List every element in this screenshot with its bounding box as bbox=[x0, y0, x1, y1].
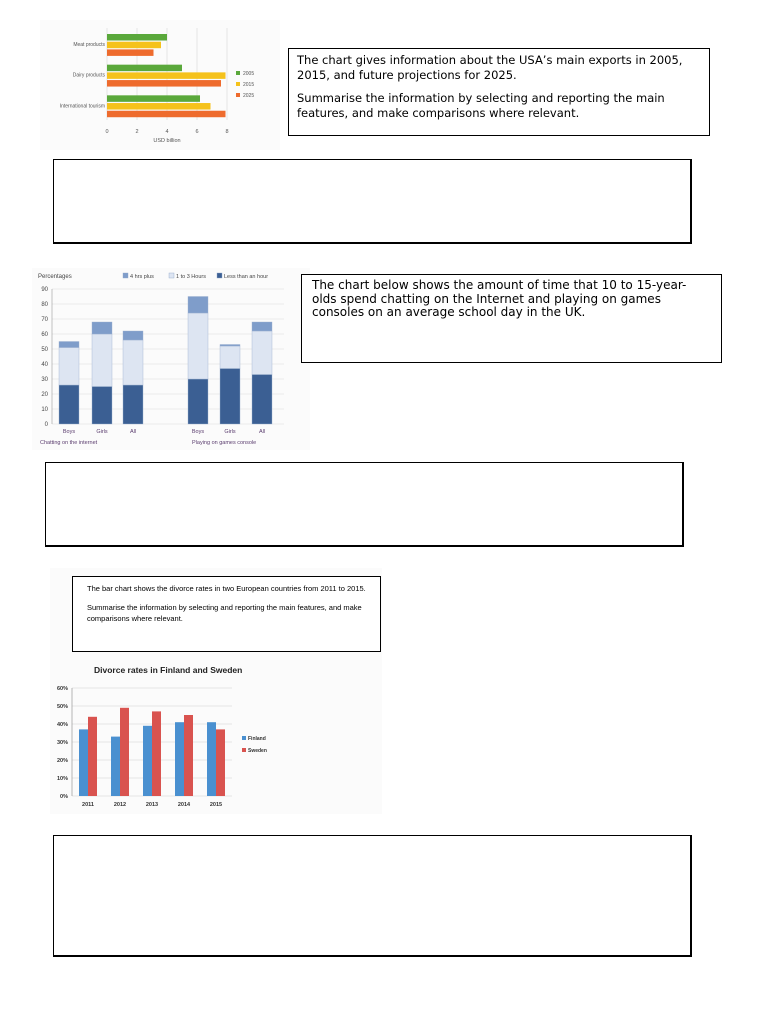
legend-swatch bbox=[123, 273, 128, 278]
answer-box-2[interactable] bbox=[45, 462, 684, 547]
legend-swatch bbox=[236, 82, 240, 86]
y-tick-label: 50% bbox=[56, 704, 68, 710]
bar-segment bbox=[59, 348, 79, 386]
category-label: Girls bbox=[224, 429, 236, 435]
bar bbox=[107, 49, 154, 56]
bar-segment bbox=[220, 345, 240, 347]
category-label: 2015 bbox=[209, 802, 223, 808]
legend-label: Finland bbox=[248, 736, 266, 742]
bar-segment bbox=[92, 387, 112, 425]
y-tick-label: 40 bbox=[41, 362, 48, 368]
y-tick-label: 60% bbox=[56, 686, 68, 692]
bar-segment bbox=[188, 313, 208, 379]
bar bbox=[107, 42, 161, 49]
bar-segment bbox=[252, 331, 272, 375]
task1-prompt-box bbox=[288, 48, 710, 136]
divorce-rates-chart bbox=[50, 658, 382, 814]
category-label: 2013 bbox=[145, 802, 159, 808]
bar bbox=[120, 708, 129, 796]
category-label: Girls bbox=[96, 429, 108, 435]
bar-segment bbox=[252, 375, 272, 425]
bar bbox=[175, 722, 184, 796]
bar-segment bbox=[220, 369, 240, 425]
bar-segment bbox=[188, 297, 208, 314]
category-label: Boys bbox=[62, 429, 76, 435]
legend-label: 1 to 3 Hours bbox=[176, 274, 206, 280]
legend-swatch bbox=[217, 273, 222, 278]
y-tick-label: 70 bbox=[41, 317, 48, 323]
y-tick-label: 10 bbox=[41, 407, 48, 413]
bar bbox=[184, 715, 193, 796]
legend-label: Less than an hour bbox=[224, 274, 269, 280]
task3-paragraph-2: Summarise the information by selecting and reporting the main features, and make comparisons where relevant. bbox=[87, 603, 362, 623]
task3-prompt-box bbox=[72, 576, 381, 652]
task1-paragraph-1: The chart gives information about the USA’s main exports in 2005, 2015, and future projections for 2025. bbox=[297, 53, 683, 82]
category-label: All bbox=[129, 429, 137, 435]
bar bbox=[207, 722, 216, 796]
y-tick-label: 20 bbox=[41, 392, 48, 398]
legend-label: Sweden bbox=[248, 748, 267, 754]
answer-box-1[interactable] bbox=[53, 159, 692, 244]
bar bbox=[152, 711, 161, 796]
x-axis-label: USD billion bbox=[153, 138, 181, 144]
answer-box-3[interactable] bbox=[53, 835, 692, 957]
bar-segment bbox=[220, 346, 240, 369]
legend-swatch bbox=[242, 736, 246, 740]
category-label: 2011 bbox=[82, 802, 94, 808]
task2-prompt-box bbox=[301, 274, 722, 363]
category-label: Meat products bbox=[73, 42, 105, 48]
legend-swatch bbox=[236, 71, 240, 75]
y-tick-label: 0 bbox=[44, 422, 48, 428]
y-axis-label: Percentages bbox=[38, 274, 72, 280]
y-tick-label: 0% bbox=[60, 794, 68, 800]
bar-segment bbox=[123, 340, 143, 385]
bar bbox=[111, 737, 120, 796]
bar-segment bbox=[92, 322, 112, 334]
legend-label: 4 hrs plus bbox=[130, 274, 154, 280]
category-label: 2014 bbox=[177, 802, 191, 808]
category-label: International tourism bbox=[59, 103, 105, 110]
bar-segment bbox=[188, 379, 208, 424]
bar bbox=[107, 80, 221, 87]
legend-swatch bbox=[242, 748, 246, 752]
usa-exports-chart bbox=[40, 20, 280, 150]
y-tick-label: 60 bbox=[41, 332, 48, 338]
bar bbox=[79, 729, 88, 796]
time-spent-chart bbox=[32, 268, 310, 450]
y-tick-label: 80 bbox=[41, 302, 48, 308]
x-tick-label: 0 bbox=[105, 129, 109, 135]
bar bbox=[107, 72, 226, 79]
category-label: All bbox=[258, 429, 266, 435]
y-tick-label: 10% bbox=[56, 776, 68, 782]
bar bbox=[216, 729, 225, 796]
bar bbox=[107, 95, 200, 102]
task1-paragraph-2: Summarise the information by selecting and reporting the main features, and make comparisons where relevant. bbox=[297, 91, 665, 120]
x-tick-label: 4 bbox=[165, 129, 169, 135]
category-label: 2012 bbox=[113, 802, 127, 808]
y-tick-label: 90 bbox=[41, 287, 48, 293]
y-tick-label: 30 bbox=[41, 377, 48, 383]
y-tick-label: 40% bbox=[56, 722, 68, 728]
bar bbox=[107, 65, 182, 72]
y-tick-label: 20% bbox=[56, 758, 68, 764]
x-tick-label: 2 bbox=[135, 129, 139, 135]
bar bbox=[88, 717, 97, 796]
bar bbox=[107, 34, 167, 41]
task3-paragraph-1: The bar chart shows the divorce rates in two European countries from 2011 to 2015. bbox=[87, 584, 366, 593]
bar bbox=[107, 103, 211, 110]
x-tick-label: 8 bbox=[225, 129, 229, 135]
legend-swatch bbox=[169, 273, 174, 278]
bar bbox=[143, 726, 152, 796]
legend-label: 2025 bbox=[243, 93, 255, 99]
bar-segment bbox=[252, 322, 272, 331]
bar-segment bbox=[92, 334, 112, 387]
legend-label: 2005 bbox=[243, 71, 255, 77]
category-label: Boys bbox=[191, 429, 205, 435]
bar bbox=[107, 111, 226, 118]
bar-segment bbox=[59, 342, 79, 348]
group-label: Chatting on the internet bbox=[40, 440, 98, 446]
x-tick-label: 6 bbox=[195, 129, 199, 135]
chart-title: Divorce rates in Finland and Sweden bbox=[94, 665, 243, 675]
group-label: Playing on games console bbox=[192, 440, 257, 446]
bar-segment bbox=[123, 331, 143, 340]
legend-swatch bbox=[236, 93, 240, 97]
legend-label: 2015 bbox=[243, 82, 255, 88]
bar-segment bbox=[59, 385, 79, 424]
y-tick-label: 30% bbox=[56, 740, 68, 746]
task2-paragraph-1: The chart below shows the amount of time that 10 to 15-year-olds spend chatting on the Internet and playing on games consoles on an average school day in the UK. bbox=[312, 278, 687, 319]
bar-segment bbox=[123, 385, 143, 424]
y-tick-label: 50 bbox=[41, 347, 48, 353]
category-label: Dairy products bbox=[72, 72, 105, 79]
